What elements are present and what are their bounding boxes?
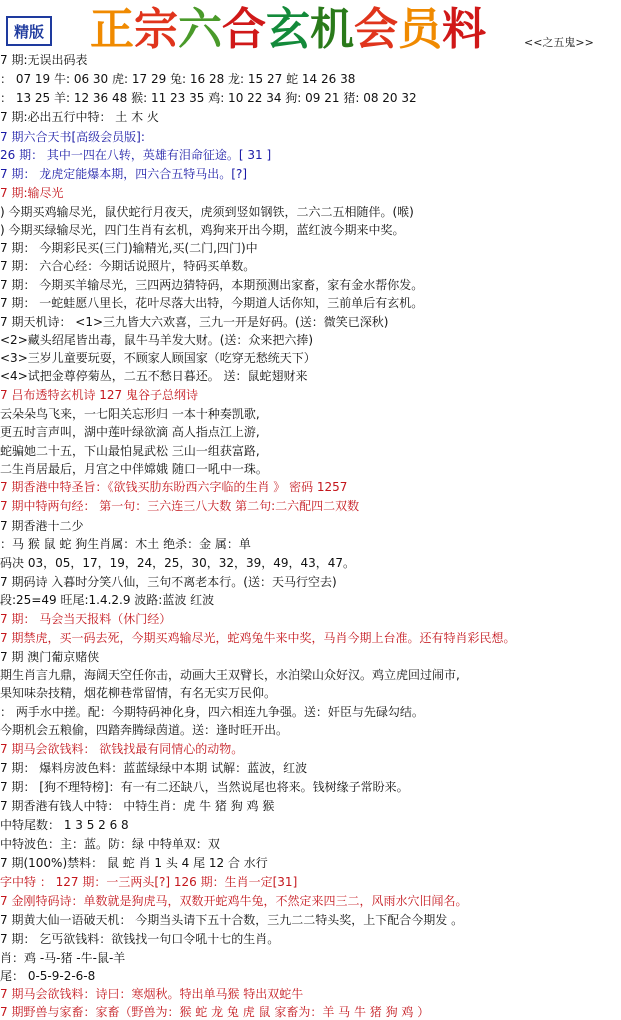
- text-line: 7 期马会欲钱料： 欲钱找最有同情心的动物。: [0, 742, 244, 756]
- page-title: [90, 4, 486, 56]
- text-line: 7 金刚特码诗：单数就是狗虎马，双数开蛇鸡牛兔，不然定来四三二，风雨水穴旧闻名。: [0, 894, 468, 908]
- title-char: 会: [354, 4, 398, 55]
- text-line: ： 07 19 牛: 06 30 虎: 17 29 兔: 16 28 龙: 15 27 蛇 14 26 38: [0, 72, 356, 86]
- title-char: 料: [442, 4, 486, 55]
- title-char: 合: [222, 4, 266, 55]
- text-line: 7 期： 一蛇蛙愿八里长，花叶尽落大出特，今期道人话你知，三前单后有玄机。: [0, 296, 424, 310]
- text-line: 今期机会五粮偷，四踏奔腾绿茵道。送：逢时旺开出。: [0, 723, 289, 737]
- title-char: 正: [90, 4, 134, 55]
- text-line: 7 期： 乞丐欲钱料：欲钱找一句口令吼十七的生肖。: [0, 932, 280, 946]
- text-line: 7 期六合天书[高级会员版]:: [0, 130, 145, 144]
- text-line: 肖：鸡 -马-猪 -牛-鼠-羊: [0, 951, 126, 965]
- text-line: 7 期 澳门葡京赌侠: [0, 650, 100, 664]
- text-line: 7 期： 六合心经：今期话说照片，特码买单数。: [0, 259, 256, 273]
- title-char: 机: [310, 4, 354, 55]
- title-char: 宗: [134, 4, 178, 55]
- text-line: 7 期马会欲钱料：诗曰：寒烟秋。特出单马猴 特出双蛇牛: [0, 987, 304, 1001]
- text-line: 尾： 0-5-9-2-6-8: [0, 969, 96, 983]
- text-line: 段:25=49 旺尾:1.4.2.9 波路:蓝波 红波: [0, 593, 215, 607]
- text-line: 7 期： 龙虎定能爆本期，四六合五特马出。[?]: [0, 167, 247, 181]
- text-line: 二生肖居最后，月宫之中伴嫦娥 随口一吼中一珠。: [0, 462, 268, 476]
- text-line: 7 吕布透特玄机诗 127 鬼谷子总纲诗: [0, 388, 198, 402]
- text-line: 蛇骗她二十五，下山最怕晁武松 三山一组获富路,: [0, 444, 260, 458]
- text-line: 期生肖言九鼎，海阔天空任你击，动画大王双臂长，水泊梁山众好汉。鸡立虎回过闹市,: [0, 668, 460, 682]
- text-line: 7 期:输尽光: [0, 186, 64, 200]
- text-line: 7 期： 今期彩民买(三门)输精光,买(二门,四门)中: [0, 241, 258, 255]
- text-line: 7 期： [狗不理特榜]：有一有二还缺八，当然说尾也将来。钱树缘子常盼来。: [0, 780, 409, 794]
- text-line: 字中特 ： 127 期：一三两头[?] 126 期：生肖一定[31]: [0, 875, 298, 889]
- author-signature: <<之五鬼>>: [524, 36, 594, 49]
- text-line: 26 期： 其中一四在八转，英雄有泪命征途。[ 31 ]: [0, 148, 272, 162]
- text-line: 更五时言声叫，湖中莲叶绿欲滴 高人指点江上游,: [0, 425, 260, 439]
- text-line: <3>三岁儿童要玩耍，不顾家人顾国家（吃穿无愁统天下）: [0, 351, 316, 365]
- text-line: 7 期： 今期买羊输尽光，三四两边猜特码，本期预测出家畜，家有金水帮你发。: [0, 278, 424, 292]
- text-line: 7 期:必出五行中特： 土 木 火: [0, 110, 159, 124]
- edition-badge: 精版: [6, 16, 52, 46]
- text-line: 7 期天机诗： <1>三九皆大六欢喜，三九一开是好码。(送：微笑已深秋): [0, 315, 389, 329]
- title-char: 玄: [266, 4, 310, 55]
- text-line: 7 期黄大仙一语破天机： 今期当头请下五十合数，三九二二特头奖，上下配合今期发 。: [0, 913, 464, 927]
- text-line: 码决 03，05，17，19，24，25，30，32，39，49，43，47。: [0, 556, 356, 570]
- text-line: 7 期香港有钱人中特： 中特生肖：虎 牛 猪 狗 鸡 猴: [0, 799, 275, 813]
- text-line: 中特波色：主：蓝。防：绿 中特单双：双: [0, 837, 220, 851]
- text-line: 7 期： 马会当天报料（休门经）: [0, 612, 172, 626]
- text-line: 7 期香港中特圣旨：《欲钱买肋东盼西六字临的生肖 》 密码 1257: [0, 480, 348, 494]
- text-line: 7 期香港十二少: [0, 519, 84, 533]
- text-line: ) 今期买鸡输尽光，鼠伏蛇行月夜天，虎须到竖如钢铁，二六二五相随伴。(喉): [0, 205, 414, 219]
- text-line: 7 期(100%)禁料： 鼠 蛇 肖 1 头 4 尾 12 合 水行: [0, 856, 268, 870]
- text-line: 云朵朵鸟飞来，一七阳关忘形归 一本十种奏凯歌,: [0, 407, 260, 421]
- text-line: <2>藏头绍尾皆出毒，鼠牛马羊发大财。(送：众来把六捧): [0, 333, 314, 347]
- text-line: 果知味杂技精，烟花柳巷常留情，有名无实万民仰。: [0, 686, 277, 700]
- title-char: 六: [178, 4, 222, 55]
- text-line: 7 期中特两句经： 第一句：三六连三八大数 第二句:二六配四二双数: [0, 499, 360, 513]
- text-line: ) 今期买绿输尽光，四门生肖有玄机，鸡狗来开出今期，蓝红波今期来中奖。: [0, 223, 405, 237]
- text-line: 7 期:无误出码表: [0, 53, 88, 67]
- text-line: 7 期码诗 入暮时分笑八仙，三句不离老本行。(送：天马行空去): [0, 575, 337, 589]
- text-line: ： 13 25 羊: 12 36 48 猴: 11 23 35 鸡: 10 22 34 狗: 09 21 猪: 08 20 32: [0, 91, 417, 105]
- text-line: 中特尾数： 1 3 5 2 6 8: [0, 818, 129, 832]
- text-line: 7 期野兽与家畜：家畜（野兽为：猴 蛇 龙 兔 虎 鼠 家畜为：羊 马 牛 猪 狗 鸡 ）: [0, 1005, 430, 1019]
- text-line: 7 期禁虎，买一码去死，今期买鸡输尽光，蛇鸡兔牛来中奖，马肖今期上台准。还有特肖彩民想。: [0, 631, 516, 645]
- text-line: 7 期： 爆料房波色料：蓝蓝绿绿中本期 试解：蓝波，红波: [0, 761, 308, 775]
- text-line: ：马 猴 鼠 蛇 狗生肖属：木土 绝杀：金 属：单: [0, 537, 251, 551]
- title-char: 员: [398, 4, 442, 55]
- text-line: <4>试把金尊停菊丛，二五不愁日暮还。 送：鼠蛇翅财来: [0, 369, 308, 383]
- text-line: ： 两手水中搓。配：今期特码神化身，四六相连九争强。送：奸臣与先碌勾结。: [0, 705, 424, 719]
